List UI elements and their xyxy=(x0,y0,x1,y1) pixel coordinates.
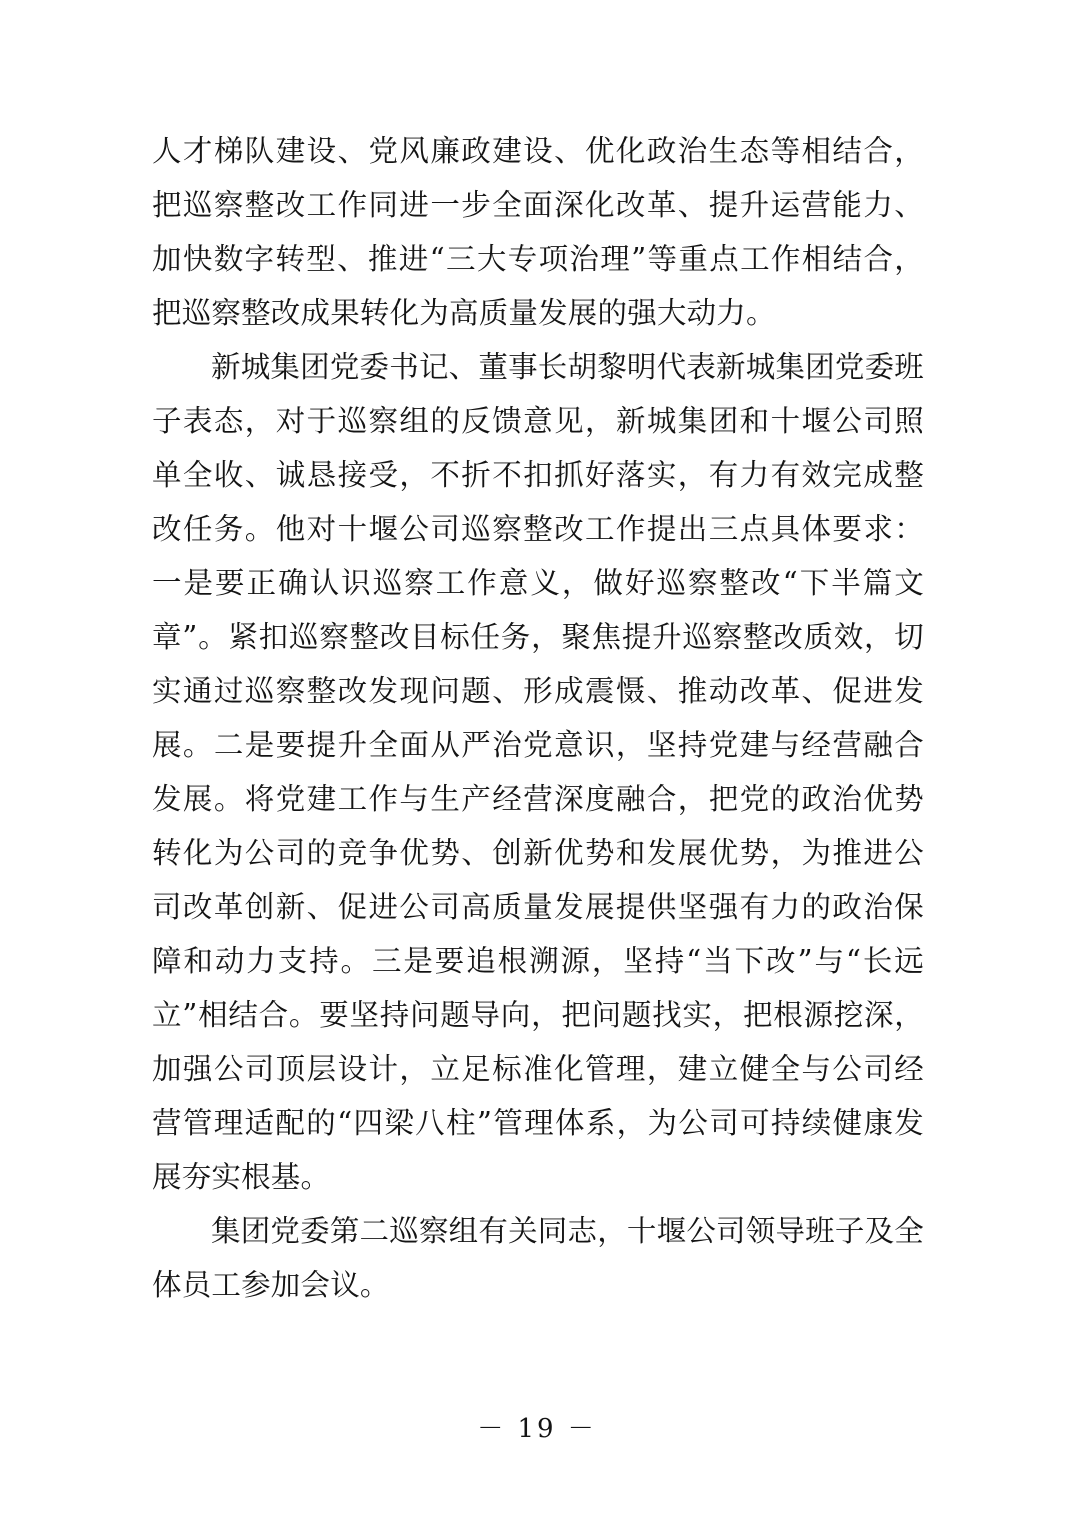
document-body xyxy=(152,124,924,1312)
paragraph-2: 新城集团党委书记、董事长胡黎明代表新城集团党委班子表态，对于巡察组的反馈意见，新城集团和十堰公司照单全收、诚恳接受，不折不扣抓好落实，有力有效完成整改任务。他对十堰公司巡察整改工作提出三点具体要求：一是要正确认识巡察工作意义，做好巡察整改“下半篇文章”。紧扣巡察整改目标任务，聚焦提升巡察整改质效，切实通过巡察整改发现问题、形成震慑、推动改革、促进发展。二是要提升全面从严治党意识，坚持党建与经营融合发展。将党建工作与生产经营深度融合，把党的政治优势转化为公司的竞争优势、创新优势和发展优势，为推进公司改革创新、促进公司高质量发展提供坚强有力的政治保障和动力支持。三是要追根溯源，坚持“当下改”与“长远立”相结合。要坚持问题导向，把问题找实，把根源挖深，加强公司顶层设计，立足标准化管理，建立健全与公司经营管理适配的“四梁八柱”管理体系，为公司可持续健康发展夯实根基。 xyxy=(152,350,924,1194)
page-number-footer: － 19 － xyxy=(477,1414,597,1444)
paragraph-1: 人才梯队建设、党风廉政建设、优化政治生态等相结合，把巡察整改工作同进一步全面深化改革、提升运营能力、加快数字转型、推进“三大专项治理”等重点工作相结合，把巡察整改成果转化为高质量发展的强大动力。 xyxy=(152,134,924,330)
paragraph-3: 集团党委第二巡察组有关同志，十堰公司领导班子及全体员工参加会议。 xyxy=(152,1214,924,1302)
